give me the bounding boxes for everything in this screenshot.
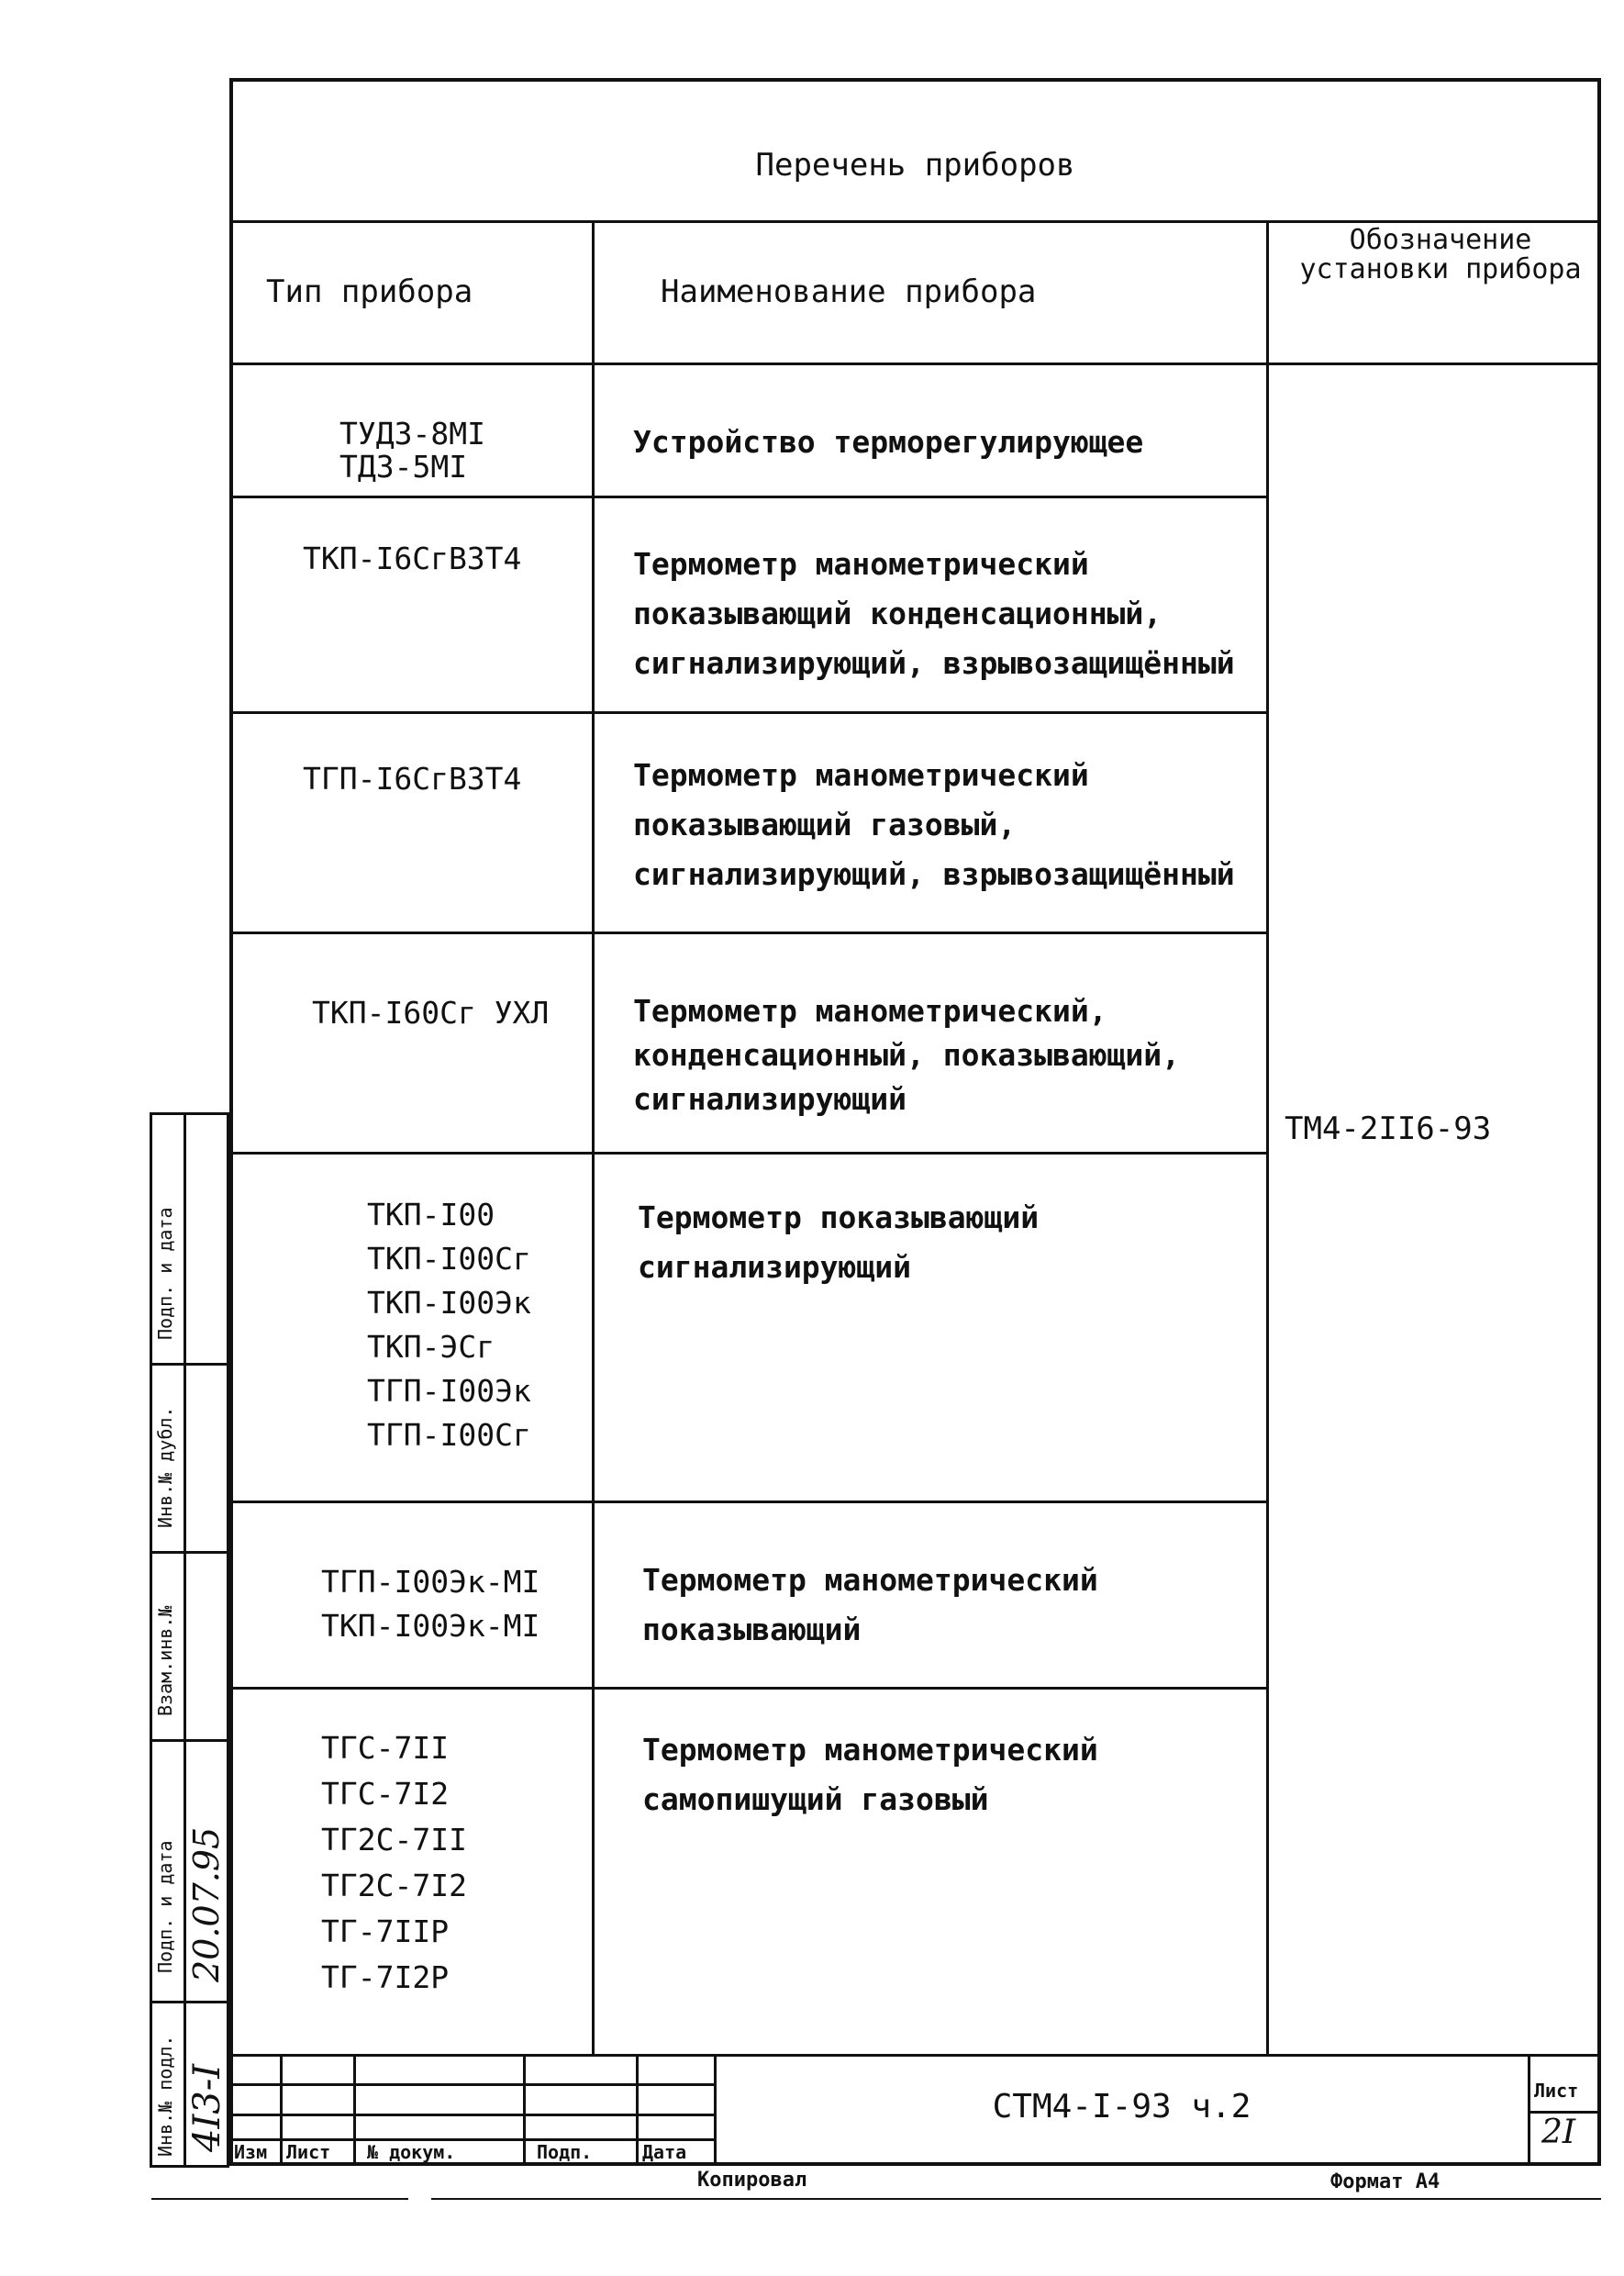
side-label-sign-date-2: Подп. и дата [154, 1840, 176, 1973]
row-separator [229, 711, 1269, 714]
side-label-dup-inv: Инв.№ дубл. [154, 1406, 176, 1528]
sheet-label: Лист [1534, 2080, 1579, 2102]
row-separator [229, 1687, 1269, 1690]
side-label-replace-inv: Взам.инв.№ [154, 1605, 176, 1716]
footer-line-right [431, 2198, 1601, 2200]
tb-header-sign: Подп. [537, 2141, 593, 2163]
header-type: Тип прибора [266, 273, 473, 310]
row-separator [229, 496, 1269, 498]
sheet-number: 2I [1541, 2114, 1576, 2151]
handwritten-inv-number: 4I3-I [186, 2063, 228, 2152]
row-5-name: Термометр показывающий сигнализирующий [638, 1199, 1040, 1285]
row-5-types: ТКП-I00 ТКП-I00Сг ТКП-I00Эк ТКП-ЭСг ТГП-I00Эк ТГП-I00Сг [367, 1197, 531, 1453]
side-label-sign-date-1: Подп. и дата [154, 1207, 176, 1340]
handwritten-date: 20.07.95 [186, 1826, 227, 1982]
row-6-types: ТГП-I00Эк-МI ТКП-I00Эк-МI [321, 1564, 540, 1644]
side-stamp-sep [150, 2001, 229, 2003]
row-1-name: Устройство терморегулирующее [633, 424, 1144, 460]
title-block-row [229, 2083, 716, 2086]
title-block-top [229, 2054, 1601, 2057]
tb-col [353, 2054, 356, 2166]
tb-header-izm: Изм [234, 2141, 268, 2163]
side-stamp-sep [150, 1551, 229, 1554]
tb-header-list: Лист [286, 2141, 331, 2163]
tb-col [1528, 2054, 1530, 2166]
row-6-name: Термометр манометрический показывающий [642, 1562, 1098, 1647]
header-name: Наименование прибора [661, 273, 1037, 310]
row-7-name: Термометр манометрический самопишущий газовый [642, 1732, 1098, 1817]
row-separator [229, 1501, 1269, 1503]
header-marking: Обозначение установки прибора [1299, 224, 1582, 285]
row-1-types: ТУДЗ-8МI ТДЗ-5МI [339, 416, 485, 485]
row-3-types: ТГП-I6СгВЗТ4 [303, 761, 522, 797]
row-separator [229, 1152, 1269, 1155]
row-separator [229, 932, 1269, 934]
row-3-name: Термометр манометрический показывающий газовый, сигнализирующий, взрывозащищённый [633, 757, 1235, 892]
row-4-name: Термометр манометрический, конденсационный, показывающий, сигнализирующий [633, 993, 1181, 1117]
side-stamp-divider [184, 1112, 186, 2168]
tb-header-doc: № докум. [367, 2141, 456, 2163]
row-2-name: Термометр манометрический показывающий конденсационный, сигнализирующий, взрывозащищённый [633, 546, 1235, 681]
title-block-row [229, 2114, 716, 2116]
tb-col [523, 2054, 526, 2166]
title-divider [229, 220, 1601, 223]
header-divider [229, 363, 1601, 365]
document-code: СТМ4-I-93 ч.2 [992, 2088, 1251, 2125]
footer-line-left [151, 2198, 408, 2200]
side-label-orig-inv: Инв.№ подл. [154, 2035, 176, 2157]
format-label: Формат А4 [1330, 2170, 1440, 2193]
row-2-types: ТКП-I6СгВЗТ4 [303, 541, 522, 576]
side-stamp-sep [150, 1363, 229, 1366]
row-4-types: ТКП-I60Сг УХЛ [312, 995, 550, 1031]
page-title: Перечень приборов [755, 147, 1075, 184]
side-stamp-sep [150, 1739, 229, 1742]
tb-col [636, 2054, 639, 2166]
copied-by-label: Копировал [697, 2169, 807, 2192]
marking-value: ТМ4-2II6-93 [1285, 1110, 1492, 1147]
row-7-types: ТГС-7II ТГС-7I2 ТГ2С-7II ТГ2С-7I2 ТГ-7IIР ТГ-7I2Р [321, 1730, 467, 1995]
tb-header-date: Дата [642, 2141, 687, 2163]
tb-col [280, 2054, 283, 2166]
